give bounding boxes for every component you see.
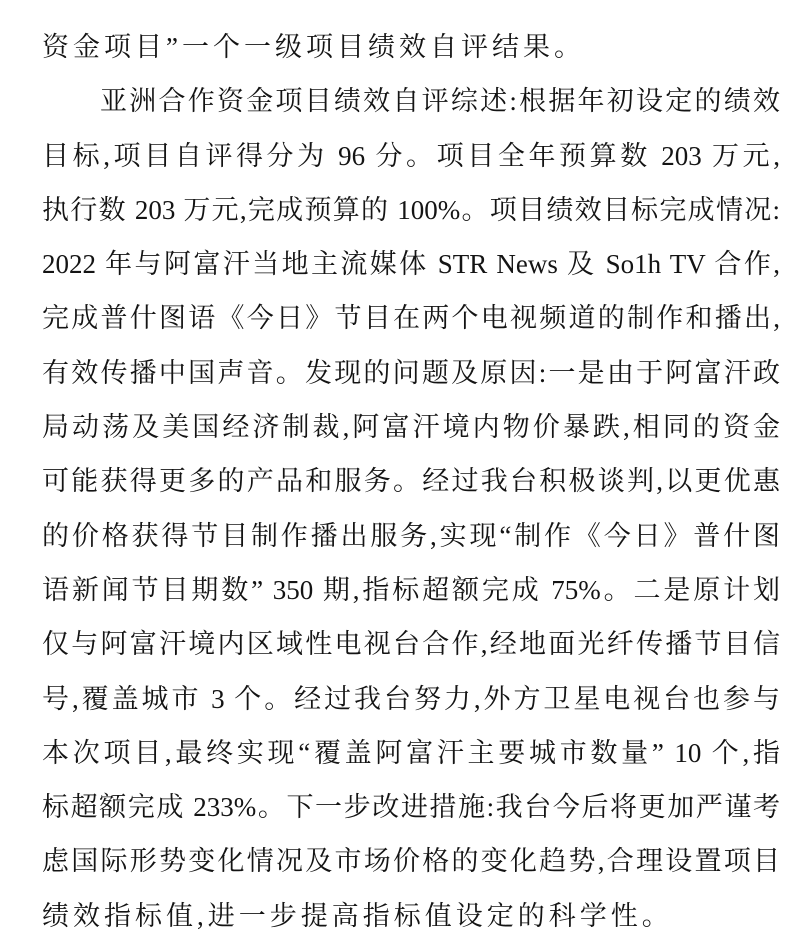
para-2-line-6: 有效传播中国声音。发现的问题及原因:一是由于阿富汗政 (42, 357, 780, 388)
para-2-line-1: 亚洲合作资金项目绩效自评综述:根据年初设定的绩效 (100, 86, 780, 117)
para-2-line-12: 号,覆盖城市 3 个。经过我台努力,外方卫星电视台也参与 (42, 683, 780, 714)
para-1-line-1: 资金项目”一个一级项目绩效自评结果。 (42, 32, 585, 62)
para-2-line-13: 本次项目,最终实现“覆盖阿富汗主要城市数量” 10 个,指 (42, 737, 780, 768)
para-2-line-3: 执行数 203 万元,完成预算的 100%。项目绩效目标完成情况: (42, 194, 780, 225)
para-2-line-11: 仅与阿富汗境内区域性电视台合作,经地面光纤传播节目信 (42, 629, 780, 660)
para-2-line-9: 的价格获得节目制作播出服务,实现“制作《今日》普什图 (42, 520, 780, 551)
para-2-line-2: 目标,项目自评得分为 96 分。项目全年预算数 203 万元, (42, 140, 780, 171)
para-2-line-14: 标超额完成 233%。下一步改进措施:我台今后将更加严谨考 (42, 792, 780, 823)
para-2-line-4: 2022 年与阿富汗当地主流媒体 STR News 及 So1h TV 合作, (42, 249, 780, 280)
para-2-line-10: 语新闻节目期数” 350 期,指标超额完成 75%。二是原计划 (42, 574, 780, 605)
para-2-line-8: 可能获得更多的产品和服务。经过我台积极谈判,以更优惠 (42, 466, 780, 497)
para-2-line-16: 绩效指标值,进一步提高指标值设定的科学性。 (42, 900, 673, 931)
para-2-line-7: 局动荡及美国经济制裁,阿富汗境内物价暴跌,相同的资金 (42, 412, 780, 443)
para-2-line-5: 完成普什图语《今日》节目在两个电视频道的制作和播出, (42, 303, 780, 334)
para-2-line-15: 虑国际形势变化情况及市场价格的变化趋势,合理设置项目 (42, 846, 780, 877)
